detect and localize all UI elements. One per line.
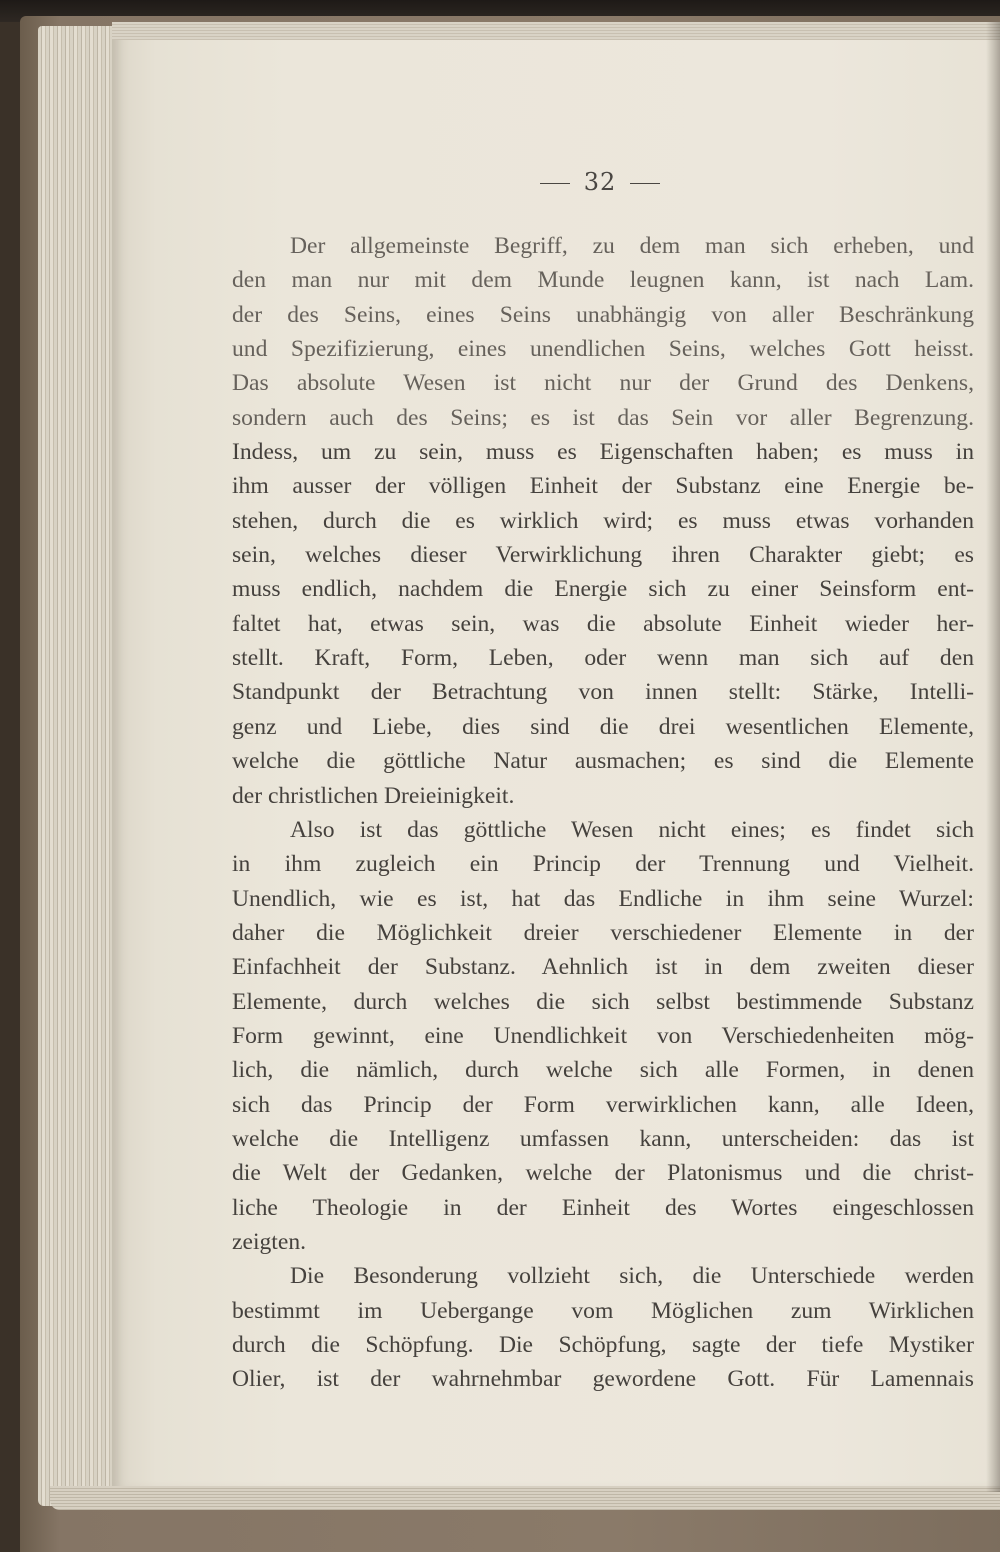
text-line: stellt. Kraft, Form, Leben, oder wenn man sich auf den <box>232 645 974 672</box>
text-line: Form gewinnt, eine Unendlichkeit von Verschiedenheiten mög- <box>232 1022 974 1049</box>
text-line: sein, welches dieser Verwirklichung ihren Charakter giebt; es <box>232 542 974 569</box>
text-line: Unendlich, wie es ist, hat das Endliche in ihm seine Wurzel: <box>232 885 974 912</box>
text-line: genz und Liebe, dies sind die drei wesentlichen Elemente, <box>232 713 974 740</box>
page-top-edge <box>112 22 1000 40</box>
text-line: daher die Möglichkeit dreier verschiedener Elemente in der <box>232 919 974 946</box>
text-line: in ihm zugleich ein Princip der Trennung und Vielheit. <box>232 851 974 878</box>
text-line: der christlichen Dreieinigkeit. <box>232 782 515 809</box>
text-line: der des Seins, eines Seins unabhängig von aller Beschränkung <box>232 301 974 328</box>
text-line: liche Theologie in der Einheit des Wortes eingeschlossen <box>232 1194 974 1221</box>
text-line: welche die göttliche Natur ausmachen; es sind die Elemente <box>232 748 974 775</box>
text-line: lich, die nämlich, durch welche sich alle Formen, in denen <box>232 1057 974 1084</box>
text-line: Also ist das göttliche Wesen nicht eines; es findet sich <box>290 816 974 843</box>
text-line: muss endlich, nachdem die Energie sich zu einer Seinsform ent- <box>232 576 974 603</box>
text-line: sich das Princip der Form verwirklichen kann, alle Ideen, <box>232 1091 974 1118</box>
paragraph <box>232 1259 974 1396</box>
text-line: sondern auch des Seins; es ist das Sein vor aller Begrenzung. <box>232 404 974 431</box>
dash-left <box>540 183 570 185</box>
text-line: ihm ausser der völligen Einheit der Substanz eine Energie be- <box>232 473 974 500</box>
text-line: Das absolute Wesen ist nicht nur der Grund des Denkens, <box>232 370 974 397</box>
text-line: den man nur mit dem Munde leugnen kann, ist nach Lam. <box>232 267 974 294</box>
text-line: Der allgemeinste Begriff, zu dem man sich erheben, und <box>290 233 974 259</box>
text-line: Indess, um zu sein, muss es Eigenschaften haben; es muss in <box>232 439 974 466</box>
text-line: welche die Intelligenz umfassen kann, unterscheiden: das ist <box>232 1125 974 1152</box>
page-number <box>480 168 720 196</box>
paragraph <box>232 229 974 813</box>
page-number-value: 32 <box>583 168 617 196</box>
text-line: bestimmt im Uebergange vom Möglichen zum Wirklichen <box>232 1297 974 1324</box>
text-line: stehen, durch die es wirklich wird; es muss etwas vorhanden <box>232 507 974 534</box>
text-line: durch die Schöpfung. Die Schöpfung, sagte der tiefe Mystiker <box>232 1332 974 1358</box>
dash-right <box>630 183 660 185</box>
page-bottom-edge <box>50 1486 1000 1510</box>
text-line: die Welt der Gedanken, welche der Platonismus und die christ- <box>232 1160 974 1187</box>
text-line: Die Besonderung vollzieht sich, die Unterschiede werden <box>290 1263 974 1290</box>
page-right-shadow <box>986 22 1000 1492</box>
text-line: faltet hat, etwas sein, was die absolute Einheit wieder her- <box>232 610 974 637</box>
text-line: Standpunkt der Betrachtung von innen stellt: Stärke, Intelli- <box>232 679 974 706</box>
paragraph <box>232 813 974 1259</box>
text-line: Olier, ist der wahrnehmbar gewordene Gott. Für Lamennais <box>232 1366 974 1393</box>
text-line: Einfachheit der Substanz. Aehnlich ist in dem zweiten dieser <box>232 954 974 981</box>
body-text <box>232 229 974 1397</box>
text-line: Elemente, durch welches die sich selbst bestimmende Substanz <box>232 988 974 1015</box>
text-line: zeigten. <box>232 1228 307 1255</box>
text-line: und Spezifizierung, eines unendlichen Seins, welches Gott heisst. <box>232 336 974 363</box>
